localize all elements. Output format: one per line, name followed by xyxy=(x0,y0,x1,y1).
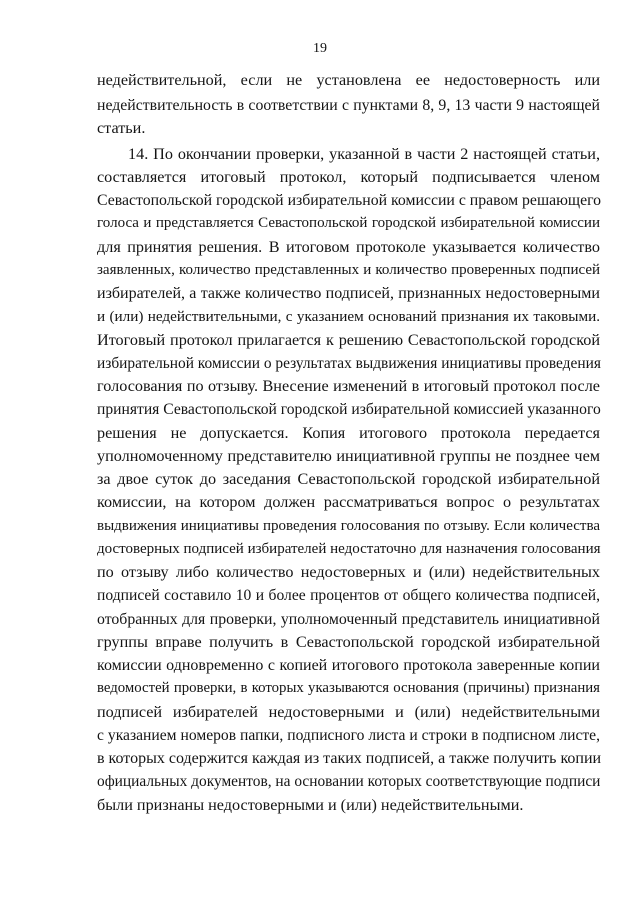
text-line: недействительной, если не установлена ее недостоверность или xyxy=(97,71,600,89)
text-line: по отзыву либо количество недостоверных и (или) недействительных xyxy=(97,563,600,581)
text-line: уполномоченному представителю инициативной группы не позднее чем xyxy=(97,447,600,465)
text-line: подписей составило 10 и более процентов от общего количества подписей, xyxy=(97,587,600,604)
text-line: ведомостей проверки, в которых указываются основания (причины) признания xyxy=(97,680,600,696)
text-line: голоса и представляется Севастопольской городской избирательной комиссии xyxy=(97,215,600,231)
text-line: комиссии, на котором должен рассматриваться вопрос о результатах xyxy=(97,493,600,511)
text-line: заявленных, количество представленных и количество проверенных подписей xyxy=(97,262,600,278)
text-line: группы вправе получить в Севастопольской городской избирательной xyxy=(97,633,600,651)
text-line: и (или) недействительными, с указанием оснований признания их таковыми. xyxy=(97,308,600,325)
paragraph-start-line: 14. По окончании проверки, указанной в части 2 настоящей статьи, xyxy=(128,145,600,163)
text-line: достоверных подписей избирателей недостаточно для назначения голосования xyxy=(97,541,601,557)
text-line: комиссии одновременно с копией итогового протокола заверенные копии xyxy=(97,657,600,674)
text-line: избирательной комиссии о результатах выдвижения инициативы проведения xyxy=(97,355,601,372)
text-line: голосования по отзыву. Внесение изменений в итоговый протокол после xyxy=(97,377,600,395)
text-line: за двое суток до заседания Севастопольской городской избирательной xyxy=(97,470,600,488)
text-line: в которых содержится каждая из таких подписей, а также получить копии xyxy=(97,750,602,767)
text-line: принятия Севастопольской городской избирательной комиссией указанного xyxy=(97,401,601,418)
text-line: составляется итоговый протокол, который подписывается членом xyxy=(97,168,600,186)
text-line: избирателей, а также количество подписей, признанных недостоверными xyxy=(97,285,600,302)
text-line: с указанием номеров папки, подписного листа и строки в подписном листе, xyxy=(97,727,600,744)
text-line: подписей избирателей недостоверными и (или) недействительными xyxy=(97,703,600,721)
text-line: недействительность в соответствии с пунктами 8, 9, 13 части 9 настоящей xyxy=(97,97,600,114)
text-line: статьи. xyxy=(97,119,146,137)
page-number: 19 xyxy=(313,41,327,56)
text-line: для принятия решения. В итоговом протоколе указывается количество xyxy=(97,238,600,256)
text-line: Севастопольской городской избирательной комиссии с правом решающего xyxy=(97,192,602,209)
text-line: решения не допускается. Копия итогового протокола передается xyxy=(97,424,600,442)
text-line: Итоговый протокол прилагается к решению Севастопольской городской xyxy=(97,331,600,349)
text-line: официальных документов, на основании которых соответствующие подписи xyxy=(97,773,601,790)
text-line: были признаны недостоверными и (или) недействительными. xyxy=(97,796,524,814)
text-line: отобранных для проверки, уполномоченный представитель инициативной xyxy=(97,611,600,628)
text-line: выдвижения инициативы проведения голосования по отзыву. Если количества xyxy=(97,518,600,534)
